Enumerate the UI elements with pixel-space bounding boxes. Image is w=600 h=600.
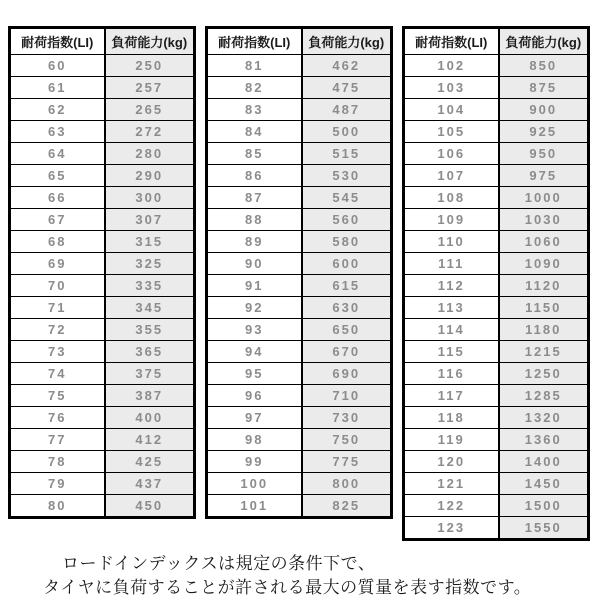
footer-line-1: ロードインデックスは規定の条件下で、 [62, 554, 376, 573]
table-row [404, 495, 589, 517]
table-row [404, 275, 589, 297]
load-capacity-cell: 290 [105, 165, 195, 187]
load-index-cell: 67 [10, 209, 105, 231]
table-row [10, 99, 195, 121]
table-row [207, 143, 392, 165]
load-index-column-header: 耐荷指数(LI) [10, 28, 105, 55]
load-index-cell: 104 [404, 99, 499, 121]
load-index-cell: 69 [10, 253, 105, 275]
load-capacity-cell: 1120 [499, 275, 589, 297]
load-index-cell: 96 [207, 385, 302, 407]
load-capacity-cell: 1320 [499, 407, 589, 429]
load-index-cell: 68 [10, 231, 105, 253]
load-index-cell: 93 [207, 319, 302, 341]
load-capacity-cell: 1150 [499, 297, 589, 319]
load-capacity-cell: 500 [302, 121, 392, 143]
load-capacity-cell: 375 [105, 363, 195, 385]
load-capacity-cell: 1285 [499, 385, 589, 407]
load-index-cell: 73 [10, 341, 105, 363]
table-row [404, 121, 589, 143]
load-capacity-cell: 1000 [499, 187, 589, 209]
table-row [207, 253, 392, 275]
load-capacity-cell: 1250 [499, 363, 589, 385]
load-capacity-cell: 800 [302, 473, 392, 495]
load-index-column-header: 耐荷指数(LI) [404, 28, 499, 55]
load-index-cell: 61 [10, 77, 105, 99]
table-body [404, 55, 589, 540]
table-row [404, 253, 589, 275]
load-capacity-cell: 650 [302, 319, 392, 341]
table-row [10, 297, 195, 319]
table-row [404, 77, 589, 99]
table-row [207, 407, 392, 429]
load-index-cell: 91 [207, 275, 302, 297]
load-index-tables [8, 26, 590, 541]
load-capacity-cell: 900 [499, 99, 589, 121]
table-row [404, 451, 589, 473]
load-capacity-cell: 925 [499, 121, 589, 143]
load-capacity-cell: 462 [302, 55, 392, 77]
load-index-cell: 65 [10, 165, 105, 187]
load-index-cell: 66 [10, 187, 105, 209]
load-index-cell: 112 [404, 275, 499, 297]
table-row [207, 297, 392, 319]
load-capacity-cell: 325 [105, 253, 195, 275]
footer-line-2: タイヤに負荷することが許される最大の質量を表す指数です。 [43, 578, 532, 597]
load-index-cell: 81 [207, 55, 302, 77]
table-row [207, 77, 392, 99]
load-capacity-cell: 1215 [499, 341, 589, 363]
table-row [404, 297, 589, 319]
load-capacity-cell: 387 [105, 385, 195, 407]
load-index-cell: 101 [207, 495, 302, 518]
table-row [10, 187, 195, 209]
load-index-cell: 99 [207, 451, 302, 473]
load-capacity-cell: 487 [302, 99, 392, 121]
load-capacity-cell: 1450 [499, 473, 589, 495]
table-row [10, 473, 195, 495]
load-capacity-cell: 615 [302, 275, 392, 297]
table-row [10, 319, 195, 341]
header-row [207, 28, 392, 55]
header-row [10, 28, 195, 55]
table-row [207, 495, 392, 518]
table-row [404, 407, 589, 429]
load-capacity-column-header: 負荷能力(kg) [105, 28, 195, 55]
table-row [207, 473, 392, 495]
load-capacity-cell: 1400 [499, 451, 589, 473]
table-row [10, 495, 195, 518]
table-row [10, 253, 195, 275]
load-capacity-cell: 345 [105, 297, 195, 319]
table-row [207, 187, 392, 209]
load-index-cell: 63 [10, 121, 105, 143]
load-index-cell: 64 [10, 143, 105, 165]
table-row [207, 429, 392, 451]
load-index-cell: 90 [207, 253, 302, 275]
load-index-cell: 75 [10, 385, 105, 407]
load-index-cell: 120 [404, 451, 499, 473]
load-capacity-cell: 1550 [499, 517, 589, 540]
load-capacity-cell: 307 [105, 209, 195, 231]
load-index-cell: 105 [404, 121, 499, 143]
table-row [207, 341, 392, 363]
table-row [207, 209, 392, 231]
load-index-cell: 80 [10, 495, 105, 518]
table-row [207, 363, 392, 385]
load-index-cell: 102 [404, 55, 499, 77]
load-index-cell: 114 [404, 319, 499, 341]
load-capacity-cell: 437 [105, 473, 195, 495]
table-row [404, 385, 589, 407]
table-row [404, 473, 589, 495]
load-index-cell: 76 [10, 407, 105, 429]
load-index-cell: 103 [404, 77, 499, 99]
table-row [404, 165, 589, 187]
table-header [10, 28, 195, 55]
load-index-cell: 86 [207, 165, 302, 187]
table-row [10, 55, 195, 77]
table-row [404, 517, 589, 540]
load-capacity-cell: 1030 [499, 209, 589, 231]
table-row [404, 209, 589, 231]
load-capacity-cell: 257 [105, 77, 195, 99]
load-capacity-cell: 530 [302, 165, 392, 187]
load-index-table-60-80 [8, 26, 196, 519]
load-index-cell: 94 [207, 341, 302, 363]
load-capacity-cell: 272 [105, 121, 195, 143]
table-row [10, 231, 195, 253]
load-index-cell: 110 [404, 231, 499, 253]
table-row [10, 341, 195, 363]
table-row [404, 363, 589, 385]
load-capacity-cell: 825 [302, 495, 392, 518]
load-index-cell: 62 [10, 99, 105, 121]
load-index-cell: 72 [10, 319, 105, 341]
table-row [207, 319, 392, 341]
load-index-cell: 82 [207, 77, 302, 99]
table-row [404, 143, 589, 165]
load-index-cell: 109 [404, 209, 499, 231]
table-row [10, 363, 195, 385]
load-index-cell: 107 [404, 165, 499, 187]
table-row [404, 429, 589, 451]
load-index-table-81-101 [205, 26, 393, 519]
load-index-cell: 78 [10, 451, 105, 473]
load-capacity-cell: 545 [302, 187, 392, 209]
load-index-cell: 123 [404, 517, 499, 540]
load-capacity-cell: 1090 [499, 253, 589, 275]
load-index-cell: 89 [207, 231, 302, 253]
load-capacity-cell: 730 [302, 407, 392, 429]
table-row [404, 231, 589, 253]
load-index-cell: 71 [10, 297, 105, 319]
load-capacity-cell: 690 [302, 363, 392, 385]
load-capacity-cell: 950 [499, 143, 589, 165]
load-index-cell: 98 [207, 429, 302, 451]
load-capacity-cell: 1360 [499, 429, 589, 451]
table-header [404, 28, 589, 55]
table-row [10, 407, 195, 429]
load-capacity-cell: 355 [105, 319, 195, 341]
load-index-cell: 113 [404, 297, 499, 319]
load-capacity-cell: 1060 [499, 231, 589, 253]
table-body [10, 55, 195, 518]
table-row [10, 451, 195, 473]
load-index-cell: 85 [207, 143, 302, 165]
table-row [404, 55, 589, 77]
load-capacity-cell: 975 [499, 165, 589, 187]
table-row [207, 121, 392, 143]
load-capacity-cell: 400 [105, 407, 195, 429]
load-capacity-cell: 775 [302, 451, 392, 473]
load-index-column-header: 耐荷指数(LI) [207, 28, 302, 55]
table-row [207, 55, 392, 77]
footer-note [0, 552, 600, 600]
table-row [10, 165, 195, 187]
load-capacity-column-header: 負荷能力(kg) [302, 28, 392, 55]
load-capacity-cell: 600 [302, 253, 392, 275]
table-row [207, 165, 392, 187]
load-capacity-cell: 1500 [499, 495, 589, 517]
load-capacity-cell: 335 [105, 275, 195, 297]
load-index-cell: 118 [404, 407, 499, 429]
load-index-cell: 121 [404, 473, 499, 495]
table-row [207, 275, 392, 297]
table-row [10, 209, 195, 231]
load-capacity-cell: 875 [499, 77, 589, 99]
load-capacity-cell: 850 [499, 55, 589, 77]
load-capacity-column-header: 負荷能力(kg) [499, 28, 589, 55]
load-capacity-cell: 300 [105, 187, 195, 209]
table-header [207, 28, 392, 55]
load-capacity-cell: 365 [105, 341, 195, 363]
table-row [404, 341, 589, 363]
load-index-cell: 70 [10, 275, 105, 297]
table-row [207, 99, 392, 121]
table-row [10, 143, 195, 165]
load-index-cell: 77 [10, 429, 105, 451]
load-index-cell: 106 [404, 143, 499, 165]
load-capacity-cell: 515 [302, 143, 392, 165]
load-index-cell: 87 [207, 187, 302, 209]
table-row [404, 187, 589, 209]
table-row [207, 231, 392, 253]
load-capacity-cell: 475 [302, 77, 392, 99]
load-index-cell: 116 [404, 363, 499, 385]
header-row [404, 28, 589, 55]
table-row [207, 385, 392, 407]
load-capacity-cell: 580 [302, 231, 392, 253]
load-index-table-102-123 [402, 26, 590, 541]
load-index-cell: 84 [207, 121, 302, 143]
load-capacity-cell: 630 [302, 297, 392, 319]
load-index-cell: 92 [207, 297, 302, 319]
load-index-cell: 122 [404, 495, 499, 517]
load-index-cell: 97 [207, 407, 302, 429]
load-capacity-cell: 250 [105, 55, 195, 77]
load-capacity-cell: 315 [105, 231, 195, 253]
load-capacity-cell: 280 [105, 143, 195, 165]
table-row [10, 77, 195, 99]
load-capacity-cell: 560 [302, 209, 392, 231]
load-capacity-cell: 425 [105, 451, 195, 473]
load-index-cell: 74 [10, 363, 105, 385]
load-capacity-cell: 265 [105, 99, 195, 121]
table-row [10, 429, 195, 451]
table-row [10, 121, 195, 143]
table-row [10, 385, 195, 407]
load-capacity-cell: 1180 [499, 319, 589, 341]
load-index-cell: 117 [404, 385, 499, 407]
load-capacity-cell: 450 [105, 495, 195, 518]
load-index-cell: 108 [404, 187, 499, 209]
table-row [207, 451, 392, 473]
table-row [404, 99, 589, 121]
load-capacity-cell: 670 [302, 341, 392, 363]
load-index-cell: 95 [207, 363, 302, 385]
load-index-cell: 79 [10, 473, 105, 495]
load-capacity-cell: 412 [105, 429, 195, 451]
load-index-cell: 88 [207, 209, 302, 231]
table-row [10, 275, 195, 297]
load-index-cell: 111 [404, 253, 499, 275]
load-index-cell: 60 [10, 55, 105, 77]
table-body [207, 55, 392, 518]
load-index-cell: 115 [404, 341, 499, 363]
load-capacity-cell: 750 [302, 429, 392, 451]
load-index-cell: 119 [404, 429, 499, 451]
load-capacity-cell: 710 [302, 385, 392, 407]
load-index-cell: 100 [207, 473, 302, 495]
load-index-cell: 83 [207, 99, 302, 121]
table-row [404, 319, 589, 341]
